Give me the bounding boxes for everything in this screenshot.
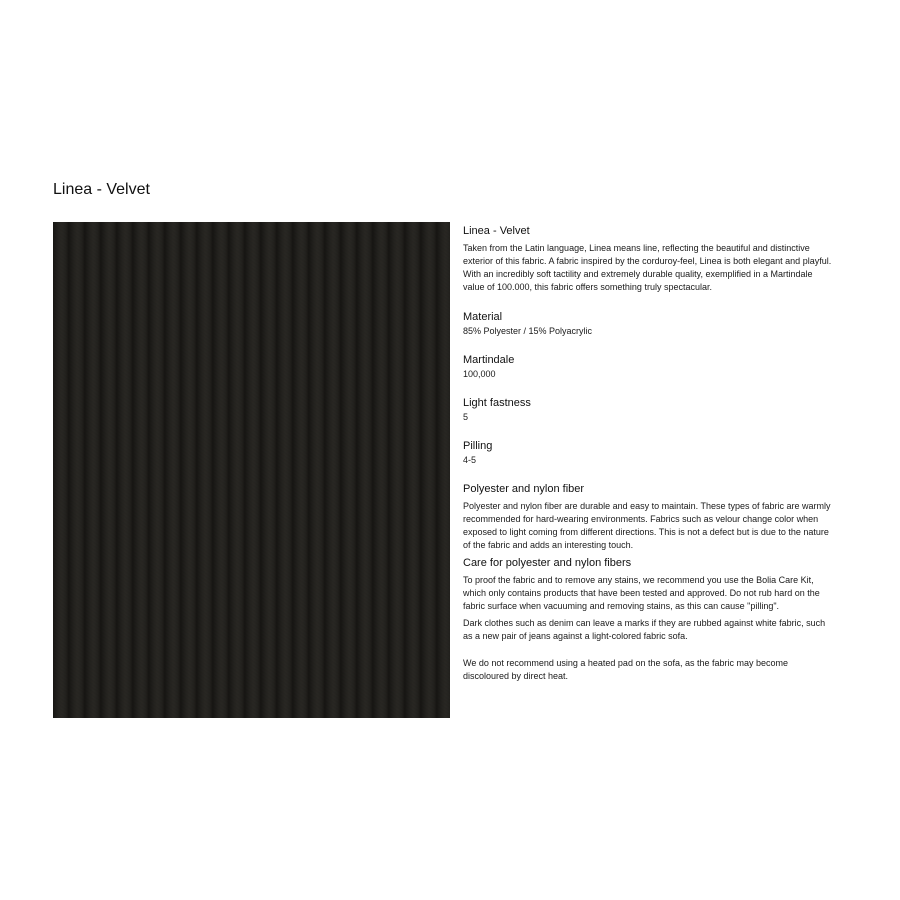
spec-label: Light fastness: [463, 397, 531, 409]
info-heading: Linea - Velvet: [463, 225, 530, 237]
product-info: [463, 224, 835, 687]
care-text: Dark clothes such as denim can leave a marks if they are rubbed against white fabric, such as a new pair of jeans against a light-colored fabric sofa.: [463, 618, 826, 641]
spec-label: Pilling: [463, 440, 493, 452]
care-heading: Care for polyester and nylon fibers: [463, 557, 632, 569]
spec-pilling: [463, 439, 835, 467]
spec-value: 100,000: [463, 369, 496, 379]
spec-martindale: [463, 353, 835, 381]
fiber-text: Polyester and nylon fiber are durable and easy to maintain. These types of fabric are warmly recommended for hard-wearing environments. Fabrics such as velour change color when exposed to light coming from different directions. This is not a defect but is due to the nature of the fabric and adds an interesting touch.: [463, 501, 831, 550]
spec-light-fastness: [463, 396, 835, 424]
fabric-swatch-image: [53, 222, 450, 718]
page-title: Linea - Velvet: [53, 181, 150, 198]
spec-label: Martindale: [463, 354, 515, 366]
care-text: We do not recommend using a heated pad on the sofa, as the fabric may become discoloured by direct heat.: [463, 658, 789, 681]
care-text: To proof the fabric and to remove any stains, we recommend you use the Bolia Care Kit, which only contains products that have been tested and approved. Do not rub hard on the fabric surface when vacuuming and removing stains, as this can cause "pilling".: [463, 575, 820, 611]
product-description: Taken from the Latin language, Linea means line, reflecting the beautiful and distinctive exterior of this fabric. A fabric inspired by the corduroy-feel, Linea is both elegant and playful. With an incredibly soft tactility and extremely durable quality, exemplified in a Martindale value of 100.000, this fabric offers something truly spectacular.: [463, 243, 832, 292]
spec-material: [463, 310, 835, 338]
fiber-heading: Polyester and nylon fiber: [463, 483, 585, 495]
spec-value: 85% Polyester / 15% Polyacrylic: [463, 326, 593, 336]
spec-label: Material: [463, 311, 503, 323]
spec-value: 5: [463, 412, 469, 422]
spec-value: 4-5: [463, 455, 477, 465]
